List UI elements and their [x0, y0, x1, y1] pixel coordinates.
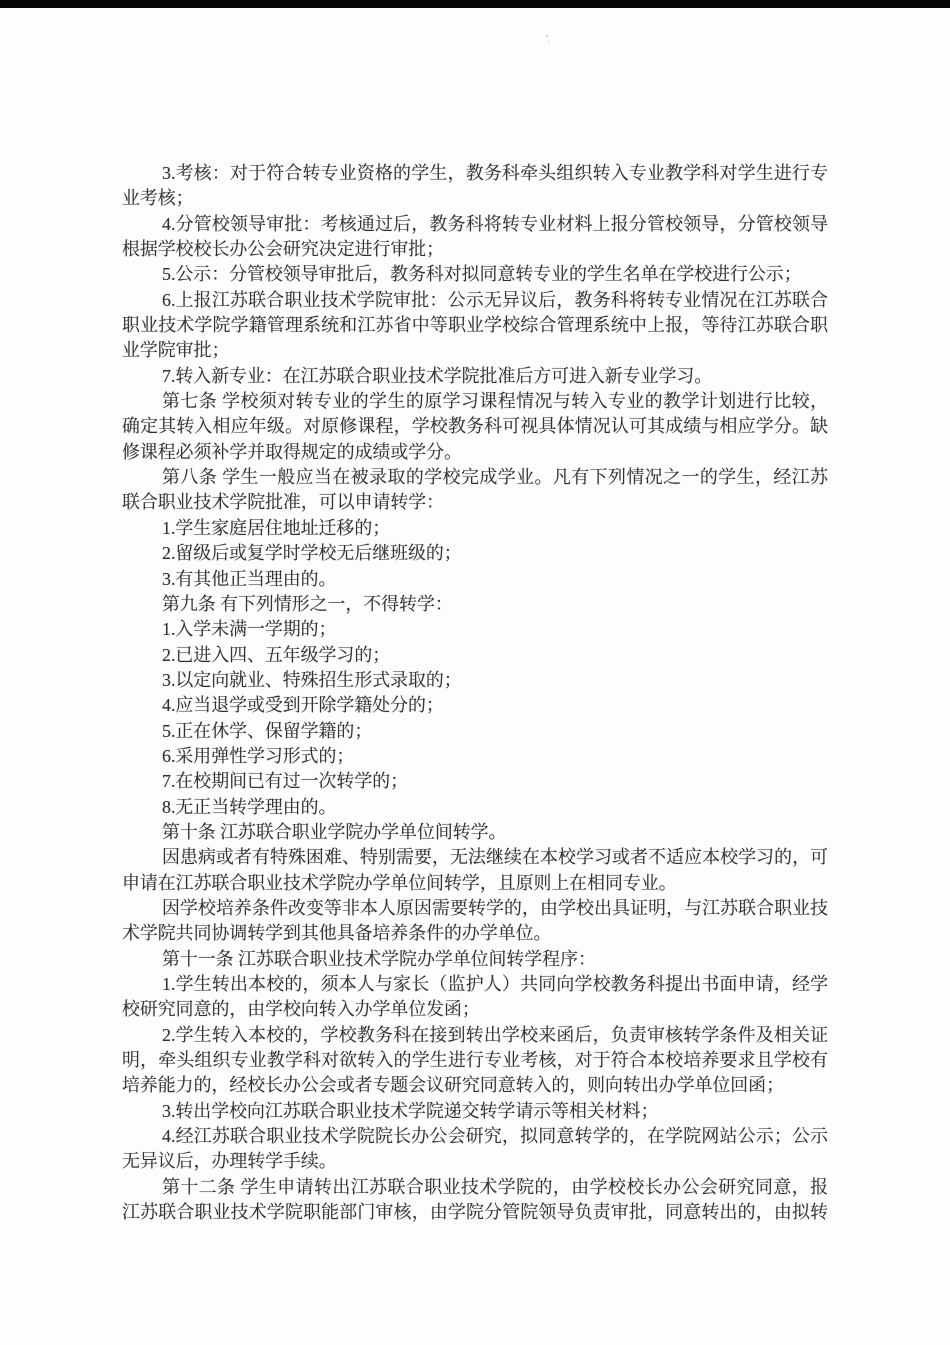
text-line: 因患病或者有特殊困难、特别需要，无法继续在本校学习或者不适应本校学习的，可	[162, 847, 828, 868]
text-line: 因学校培养条件改变等非本人原因需要转学的，由学校出具证明，与江苏联合职业技	[162, 897, 828, 918]
text-line: 第十条 江苏联合职业学院办学单位间转学。	[162, 821, 507, 842]
text-line: 2.学生转入本校的，学校教务科在接到转出学校来函后，负责审核转学条件及相关证	[162, 1024, 828, 1045]
text-line: 7.在校期间已有过一次转学的；	[162, 771, 408, 792]
text-line: 业考核；	[122, 188, 194, 209]
text-line: 4.经江苏联合职业技术学院院长办公会研究，拟同意转学的，在学院网站公示；公示	[162, 1126, 828, 1147]
text-line: 术学院共同协调转学到其他具备培养条件的办学单位。	[122, 923, 552, 944]
text-line: 3.有其他正当理由的。	[162, 568, 337, 589]
text-line: 第十一条 江苏联合职业技术学院办学单位间转学程序：	[162, 948, 596, 969]
text-line: 修课程必须补学并取得规定的成绩或学分。	[122, 441, 462, 462]
text-line: 2.已进入四、五年级学习的；	[162, 644, 391, 665]
text-line: 5.公示：分管校领导审批后，教务科对拟同意转专业的学生名单在学校进行公示；	[162, 264, 802, 285]
text-line: 联合职业技术学院批准，可以申请转学：	[122, 492, 445, 513]
text-line: 6.上报江苏联合职业技术学院审批：公示无异议后，教务科将转专业情况在江苏联合	[162, 289, 828, 310]
text-line: 3.考核：对于符合转专业资格的学生，教务科牵头组织转入专业教学科对学生进行专	[162, 163, 828, 183]
text-line: 江苏联合职业技术学院职能部门审核，由学院分管院领导负责审批，同意转出的，由拟转	[122, 1202, 828, 1223]
text-line: 第七条 学校须对转专业的学生的原学习课程情况与转入专业的教学计划进行比较，	[162, 391, 828, 412]
text-line: 1.学生转出本校的，须本人与家长（监护人）共同向学校教务科提出书面申请，经学	[162, 974, 828, 994]
text-line: 3.转出学校向江苏联合职业技术学院递交转学请示等相关材料；	[162, 1100, 659, 1121]
text-line: 申请在江苏联合职业技术学院办学单位间转学，且原则上在相同专业。	[122, 872, 677, 893]
text-line: 根据学校校长办公会研究决定进行审批；	[122, 239, 445, 260]
text-line: 业学院审批；	[122, 340, 230, 361]
text-line: 4.应当退学或受到开除学籍处分的；	[162, 695, 444, 716]
text-line: 7.转入新专业：在江苏联合职业技术学院批准后方可进入新专业学习。	[162, 365, 713, 386]
text-line: 第八条 学生一般应当在被录取的学校完成学业。凡有下列情况之一的学生，经江苏	[162, 467, 828, 488]
text-line: 1.入学未满一学期的；	[162, 619, 337, 640]
text-line: 3.以定向就业、特殊招生形式录取的；	[162, 669, 462, 690]
scan-smudge-artifact	[543, 32, 553, 46]
text-line: 校研究同意的，由学校向转入办学单位发函；	[122, 999, 480, 1020]
text-line: 培养能力的，经校长办公会或者专题会议研究同意转入的，则向转出办学单位回函；	[122, 1075, 784, 1096]
text-line: 6.采用弹性学习形式的；	[162, 745, 355, 766]
text-line: 2.留级后或复学时学校无后继班级的；	[162, 543, 462, 564]
text-line: 第九条 有下列情形之一，不得转学：	[162, 593, 453, 614]
text-line: 1.学生家庭居住地址迁移的；	[162, 517, 391, 538]
text-line: 8.无正当转学理由的。	[162, 796, 337, 817]
text-line: 5.正在休学、保留学籍的；	[162, 720, 373, 741]
text-line: 确定其转入相应年级。对原修课程，学校教务科可视具体情况认可其成绩与相应学分。缺	[122, 416, 828, 437]
scan-edge-bar	[0, 0, 950, 8]
text-line: 职业技术学院学籍管理系统和江苏省中等职业学校综合管理系统中上报，等待江苏联合职	[122, 315, 828, 336]
text-line: 明，牵头组织专业教学科对欲转入的学生进行专业考核，对于符合本校培养要求且学校有	[122, 1050, 828, 1071]
text-line: 4.分管校领导审批：考核通过后，教务科将转专业材料上报分管校领导，分管校领导	[162, 213, 828, 234]
document-text	[122, 161, 828, 1225]
text-line: 第十二条 学生申请转出江苏联合职业技术学院的，由学校校长办公会研究同意，报	[162, 1176, 828, 1197]
text-line: 无异议后，办理转学手续。	[122, 1151, 337, 1172]
